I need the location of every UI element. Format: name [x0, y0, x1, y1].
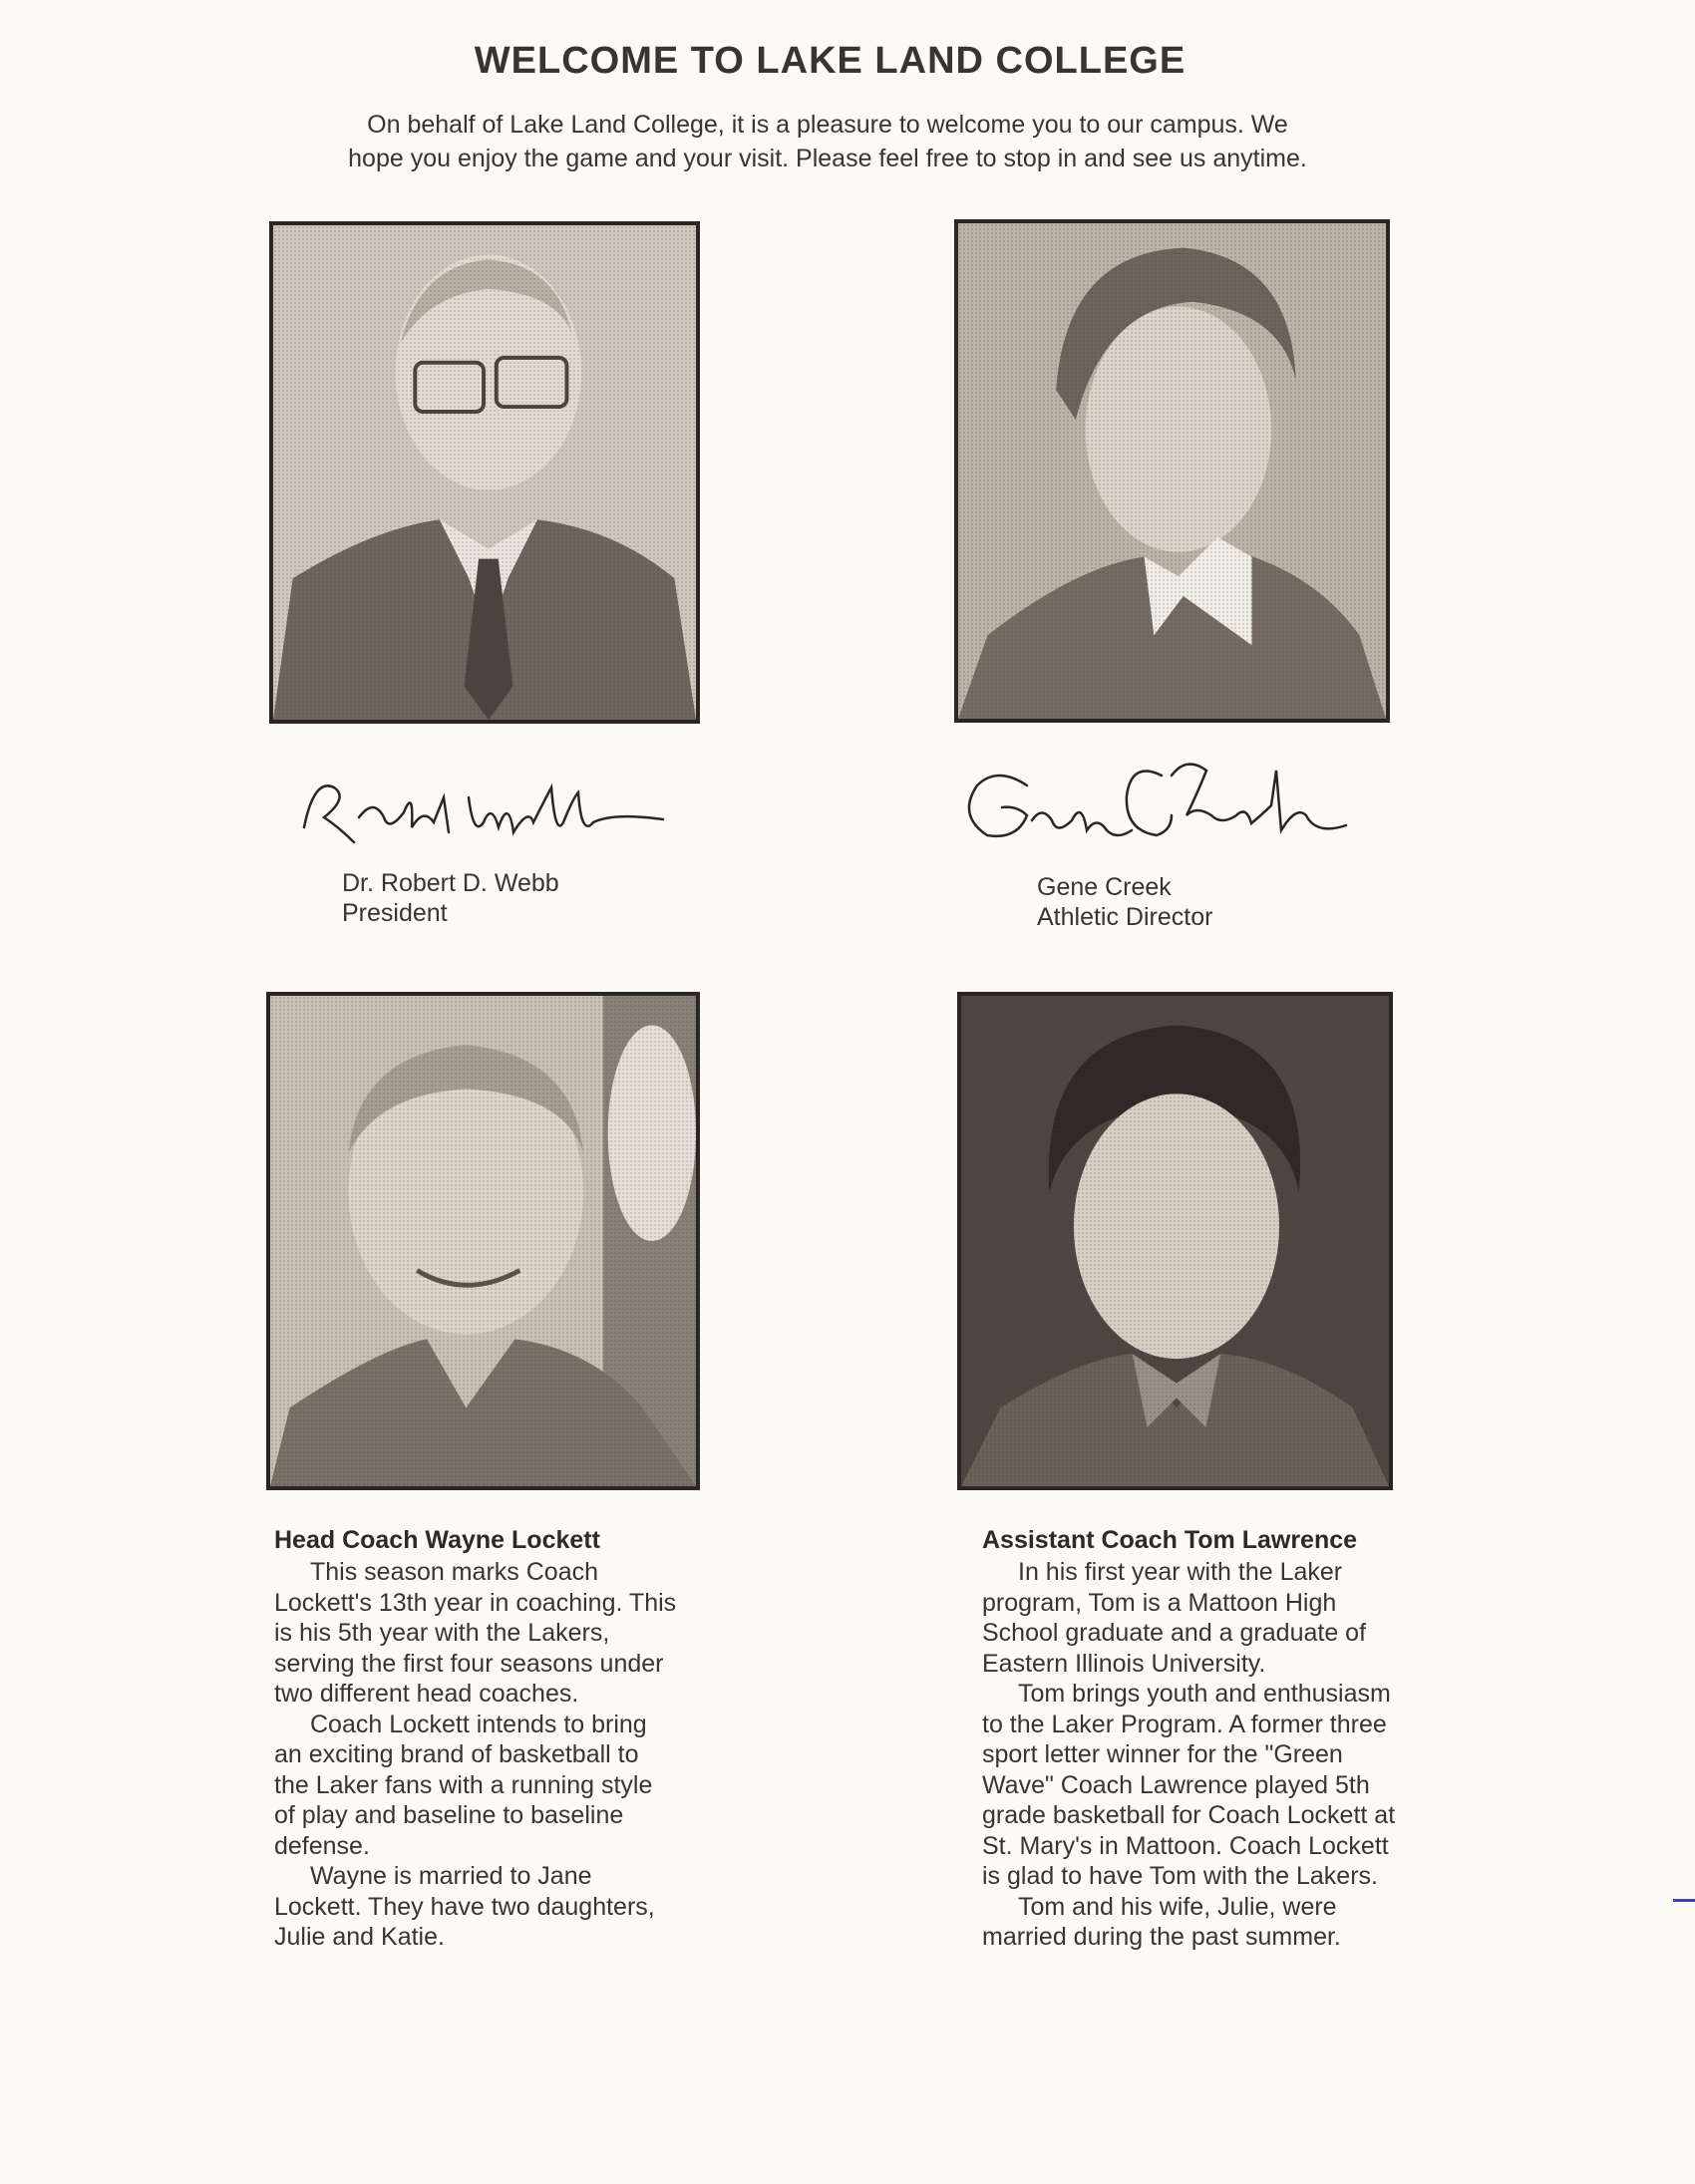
- assistant-coach-heading: Assistant Coach Tom Lawrence: [982, 1526, 1358, 1554]
- intro-line-2: hope you enjoy the game and your visit. Please feel free to stop in and see us anytime.: [348, 145, 1307, 172]
- assistant-coach-photo: [957, 992, 1393, 1490]
- head-coach-bio-paragraph-2: Coach Lockett intends to bring an exciting brand of basketball to the Laker fans with a running style of play and baseline to baseline defense.: [274, 1710, 653, 1860]
- assistant-coach-bio-paragraph-1: In his first year with the Laker program, Tom is a Mattoon High School graduate and a graduate of Eastern Illinois University.: [982, 1558, 1367, 1678]
- president-title: President: [342, 899, 448, 927]
- athletic-director-photo: [954, 219, 1390, 723]
- head-coach-photo: [266, 992, 700, 1490]
- athletic-director-caption: [1037, 872, 1396, 932]
- athletic-director-name: Gene Creek: [1037, 873, 1172, 901]
- president-caption: [342, 868, 701, 928]
- welcome-intro: [249, 108, 1406, 175]
- intro-line-1: On behalf of Lake Land College, it is a pleasure to welcome you to our campus. We: [367, 111, 1288, 139]
- assistant-coach-bio-paragraph-3: Tom and his wife, Julie, were married during the past summer.: [982, 1892, 1341, 1951]
- scan-edge-mark: [1673, 1899, 1695, 1902]
- head-coach-heading: Head Coach Wayne Lockett: [274, 1526, 600, 1554]
- assistant-coach-bio: [982, 1557, 1401, 1953]
- head-coach-bio-paragraph-1: This season marks Coach Lockett's 13th year in coaching. This is his 5th year with the Lakers, serving the first four seasons under two different head coaches.: [274, 1558, 677, 1708]
- webb-signature: [294, 768, 673, 857]
- head-coach-bio-paragraph-3: Wayne is married to Jane Lockett. They have two daughters, Julie and Katie.: [274, 1862, 655, 1951]
- page-title: WELCOME TO LAKE LAND COLLEGE: [474, 40, 1186, 82]
- head-coach-bio: [274, 1557, 678, 1953]
- president-name: Dr. Robert D. Webb: [342, 869, 559, 897]
- creek-signature: [957, 746, 1356, 860]
- president-photo: [269, 221, 700, 724]
- assistant-coach-bio-paragraph-2: Tom brings youth and enthusiasm to the Laker Program. A former three sport letter winner for the "Green Wave" Coach Lawrence played 5th grade basketball for Coach Lockett at St. Mary's in Mattoon. Coach Lockett is glad to have Tom with the Lakers.: [982, 1680, 1396, 1890]
- athletic-director-title: Athletic Director: [1037, 903, 1213, 931]
